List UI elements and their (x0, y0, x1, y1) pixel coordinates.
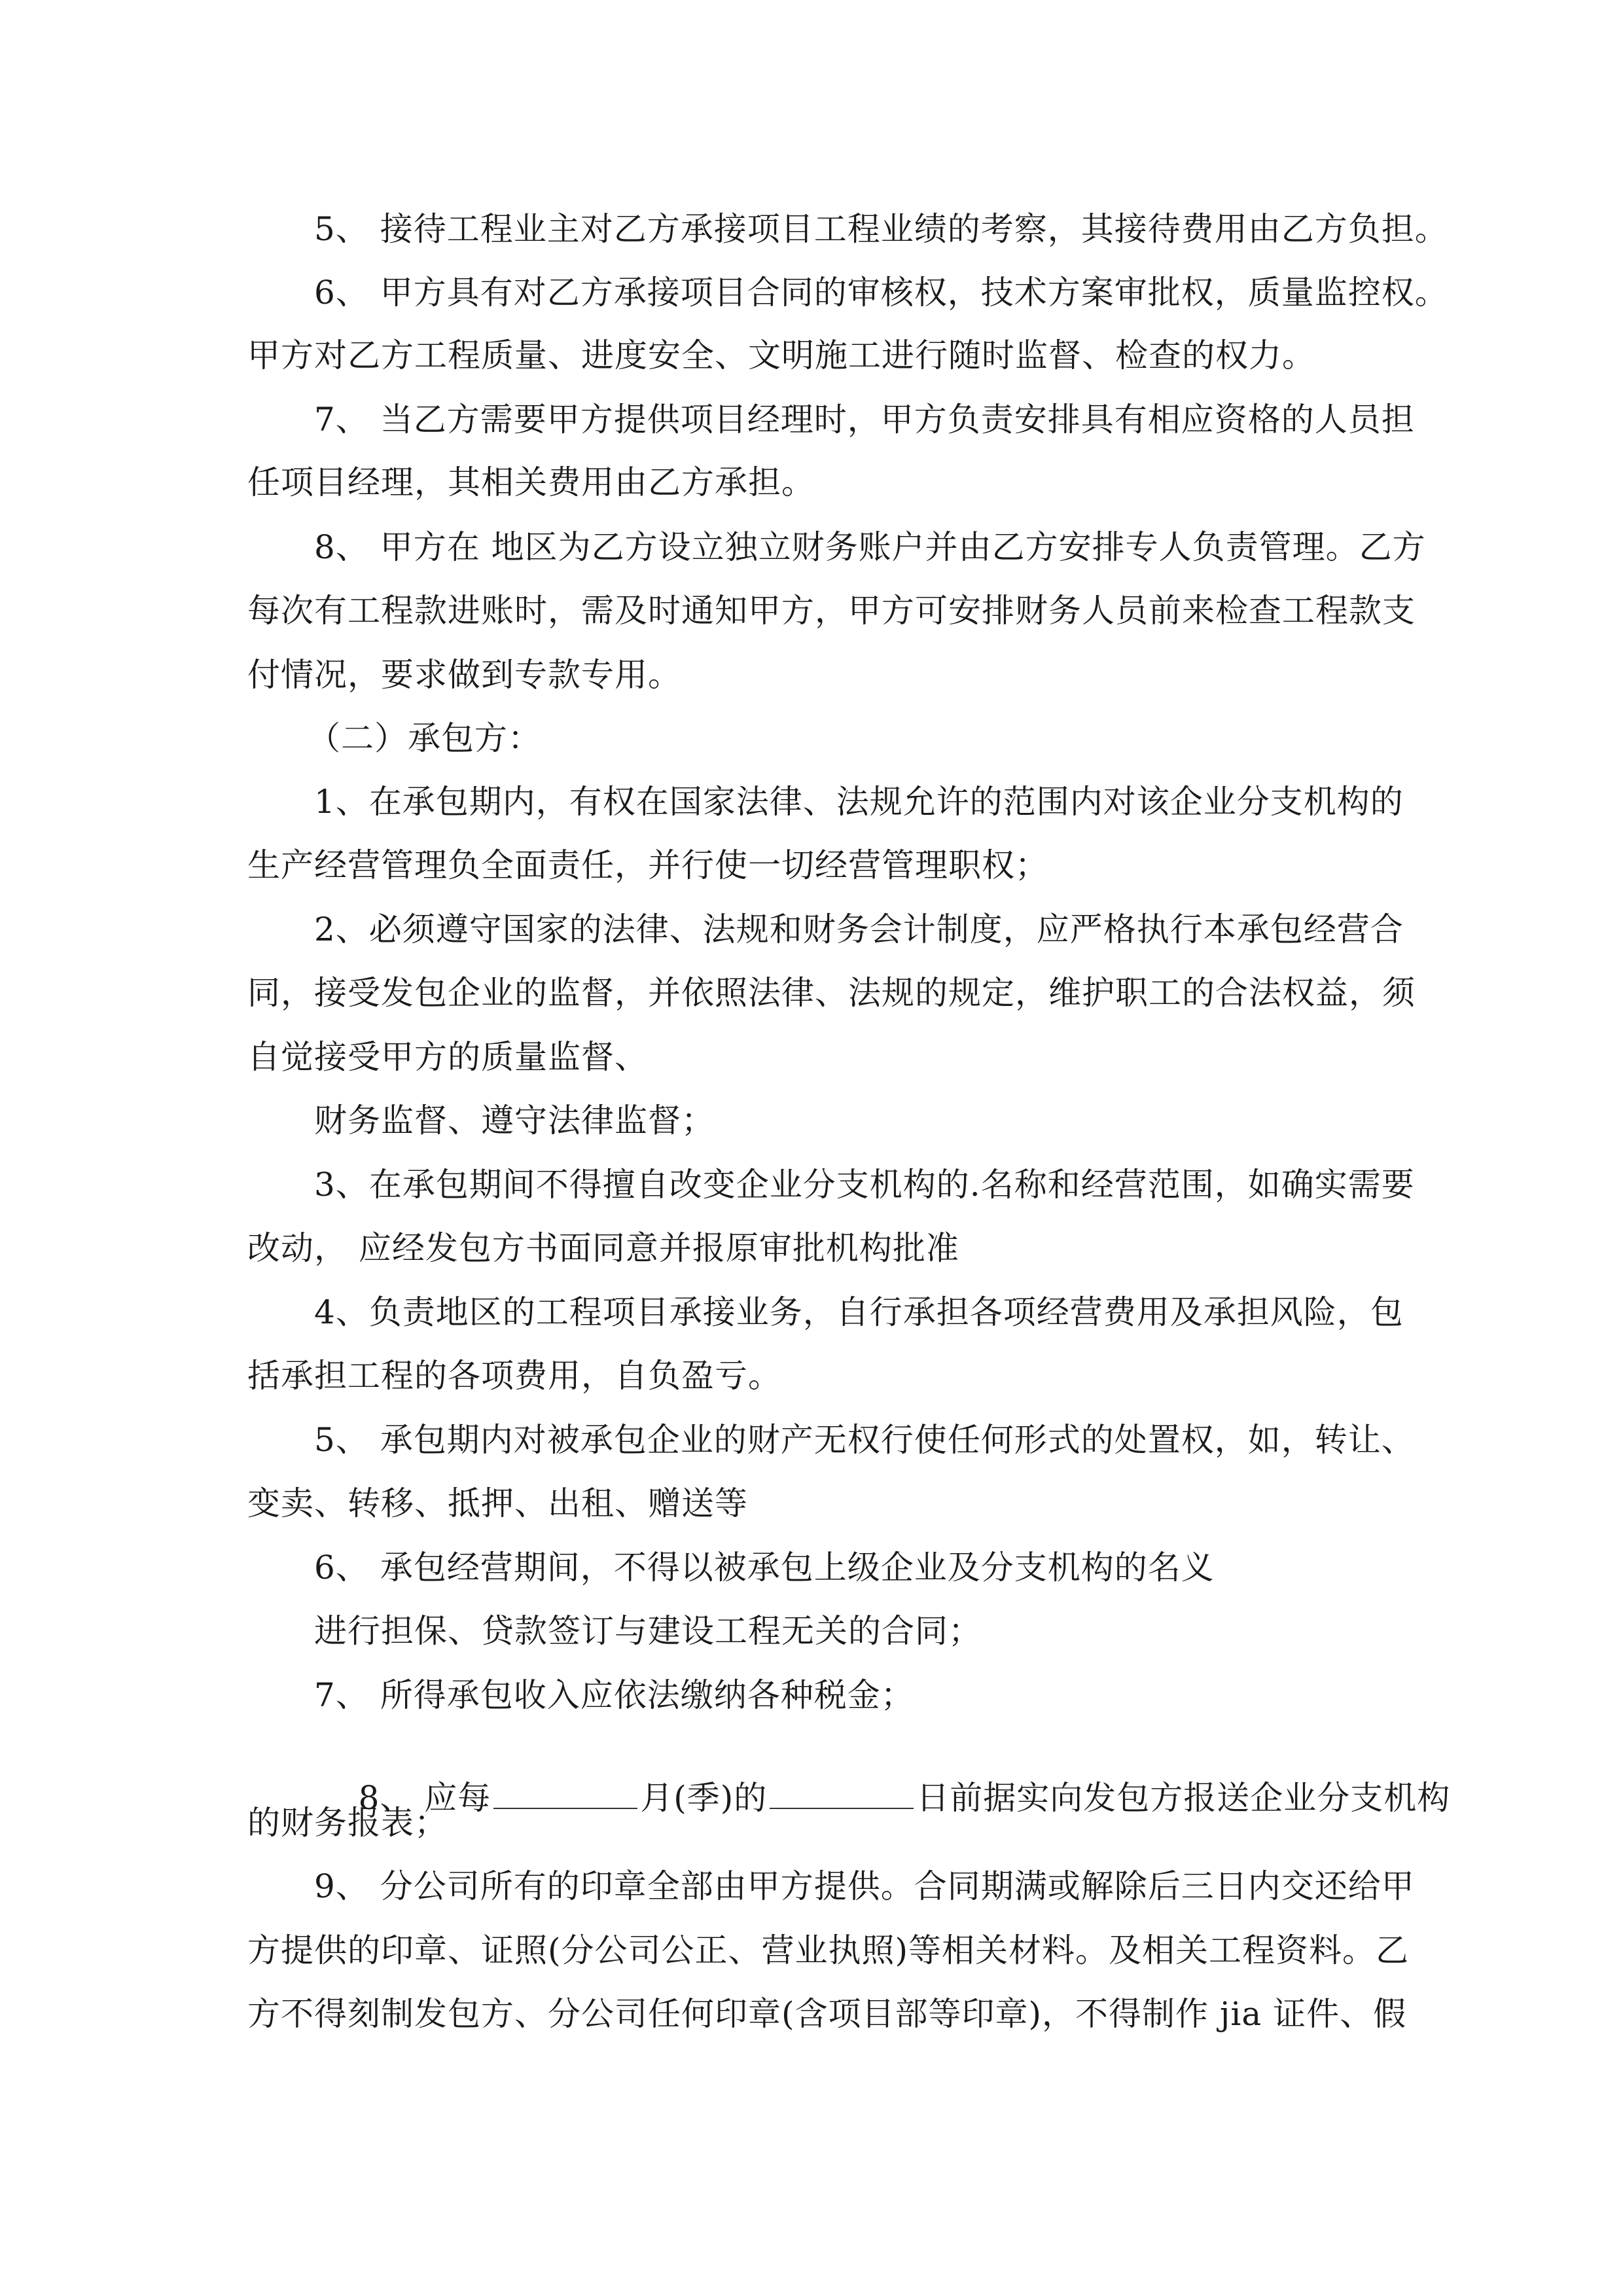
paragraph-line: 甲方对乙方工程质量、进度安全、文明施工进行随时监督、检查的权力。 (247, 336, 1315, 374)
paragraph-line: 方提供的印章、证照(分公司公正、营业执照)等相关材料。及相关工程资料。乙 (247, 1931, 1410, 1969)
paragraph-line: 7、 当乙方需要甲方提供项目经理时，甲方负责安排具有相应资格的人员担 (314, 401, 1415, 439)
paragraph-line: 进行担保、贷款签订与建设工程无关的合同； (314, 1612, 982, 1650)
paragraph-line: 的财务报表； (247, 1804, 448, 1842)
line8-mid: 月(季)的 (640, 1779, 768, 1817)
paragraph-line: 同，接受发包企业的监督，并依照法律、法规的规定，维护职工的合法权益，须 (247, 974, 1416, 1012)
paragraph-line: 自觉接受甲方的质量监督、 (247, 1038, 648, 1076)
blank-day-field[interactable] (770, 1779, 914, 1809)
paragraph-line: 生产经营管理负全面责任，并行使一切经营管理职权； (247, 846, 1048, 884)
paragraph-line: 每次有工程款进账时，需及时通知甲方，甲方可安排财务人员前来检查工程款支 (247, 592, 1416, 630)
paragraph-line: 变卖、转移、抵押、出租、赠送等 (247, 1484, 748, 1522)
paragraph-line: 6、 甲方具有对乙方承接项目合同的审核权，技术方案审批权，质量监控权。 (314, 274, 1448, 312)
paragraph-line: 5、 接待工程业主对乙方承接项目工程业绩的考察，其接待费用由乙方负担。 (314, 210, 1448, 248)
paragraph-line: 任项目经理，其相关费用由乙方承担。 (247, 463, 815, 501)
paragraph-line: 付情况，要求做到专款专用。 (247, 656, 681, 694)
paragraph-line: 7、 所得承包收入应依法缴纳各种税金； (314, 1676, 914, 1714)
paragraph-line: 3、在承包期间不得擅自改变企业分支机构的.名称和经营范围，如确实需要 (314, 1166, 1415, 1204)
paragraph-line: 改动， 应经发包方书面同意并报原审批机构批准 (247, 1229, 959, 1267)
paragraph-line-with-blanks (314, 1739, 1450, 1857)
blank-month-field[interactable] (493, 1779, 637, 1809)
line8-suffix: 日前据实向发包方报送企业分支机构 (916, 1779, 1451, 1817)
section-heading: （二）承包方： (308, 719, 541, 757)
line8-prefix: 8、 应每 (358, 1779, 491, 1817)
paragraph-line: 括承担工程的各项费用，自负盈亏。 (247, 1357, 781, 1395)
paragraph-line: 2、必须遵守国家的法律、法规和财务会计制度，应严格执行本承包经营合 (314, 910, 1404, 948)
paragraph-line: 方不得刻制发包方、分公司任何印章(含项目部等印章)，不得制作 jia 证件、假 (247, 1995, 1407, 2033)
paragraph-line: 8、 甲方在 地区为乙方设立独立财务账户并由乙方安排专人负责管理。乙方 (314, 528, 1426, 566)
paragraph-line: 5、 承包期内对被承包企业的财产无权行使任何形式的处置权，如，转让、 (314, 1421, 1415, 1459)
paragraph-line: 9、 分公司所有的印章全部由甲方提供。合同期满或解除后三日内交还给甲 (314, 1867, 1415, 1905)
paragraph-line: 财务监督、遵守法律监督； (314, 1102, 715, 1139)
paragraph-line: 4、负责地区的工程项目承接业务，自行承担各项经营费用及承担风险，包 (314, 1293, 1404, 1331)
paragraph-line: 6、 承包经营期间，不得以被承包上级企业及分支机构的名义 (314, 1549, 1215, 1587)
paragraph-line: 1、在承包期内，有权在国家法律、法规允许的范围内对该企业分支机构的 (314, 783, 1404, 821)
